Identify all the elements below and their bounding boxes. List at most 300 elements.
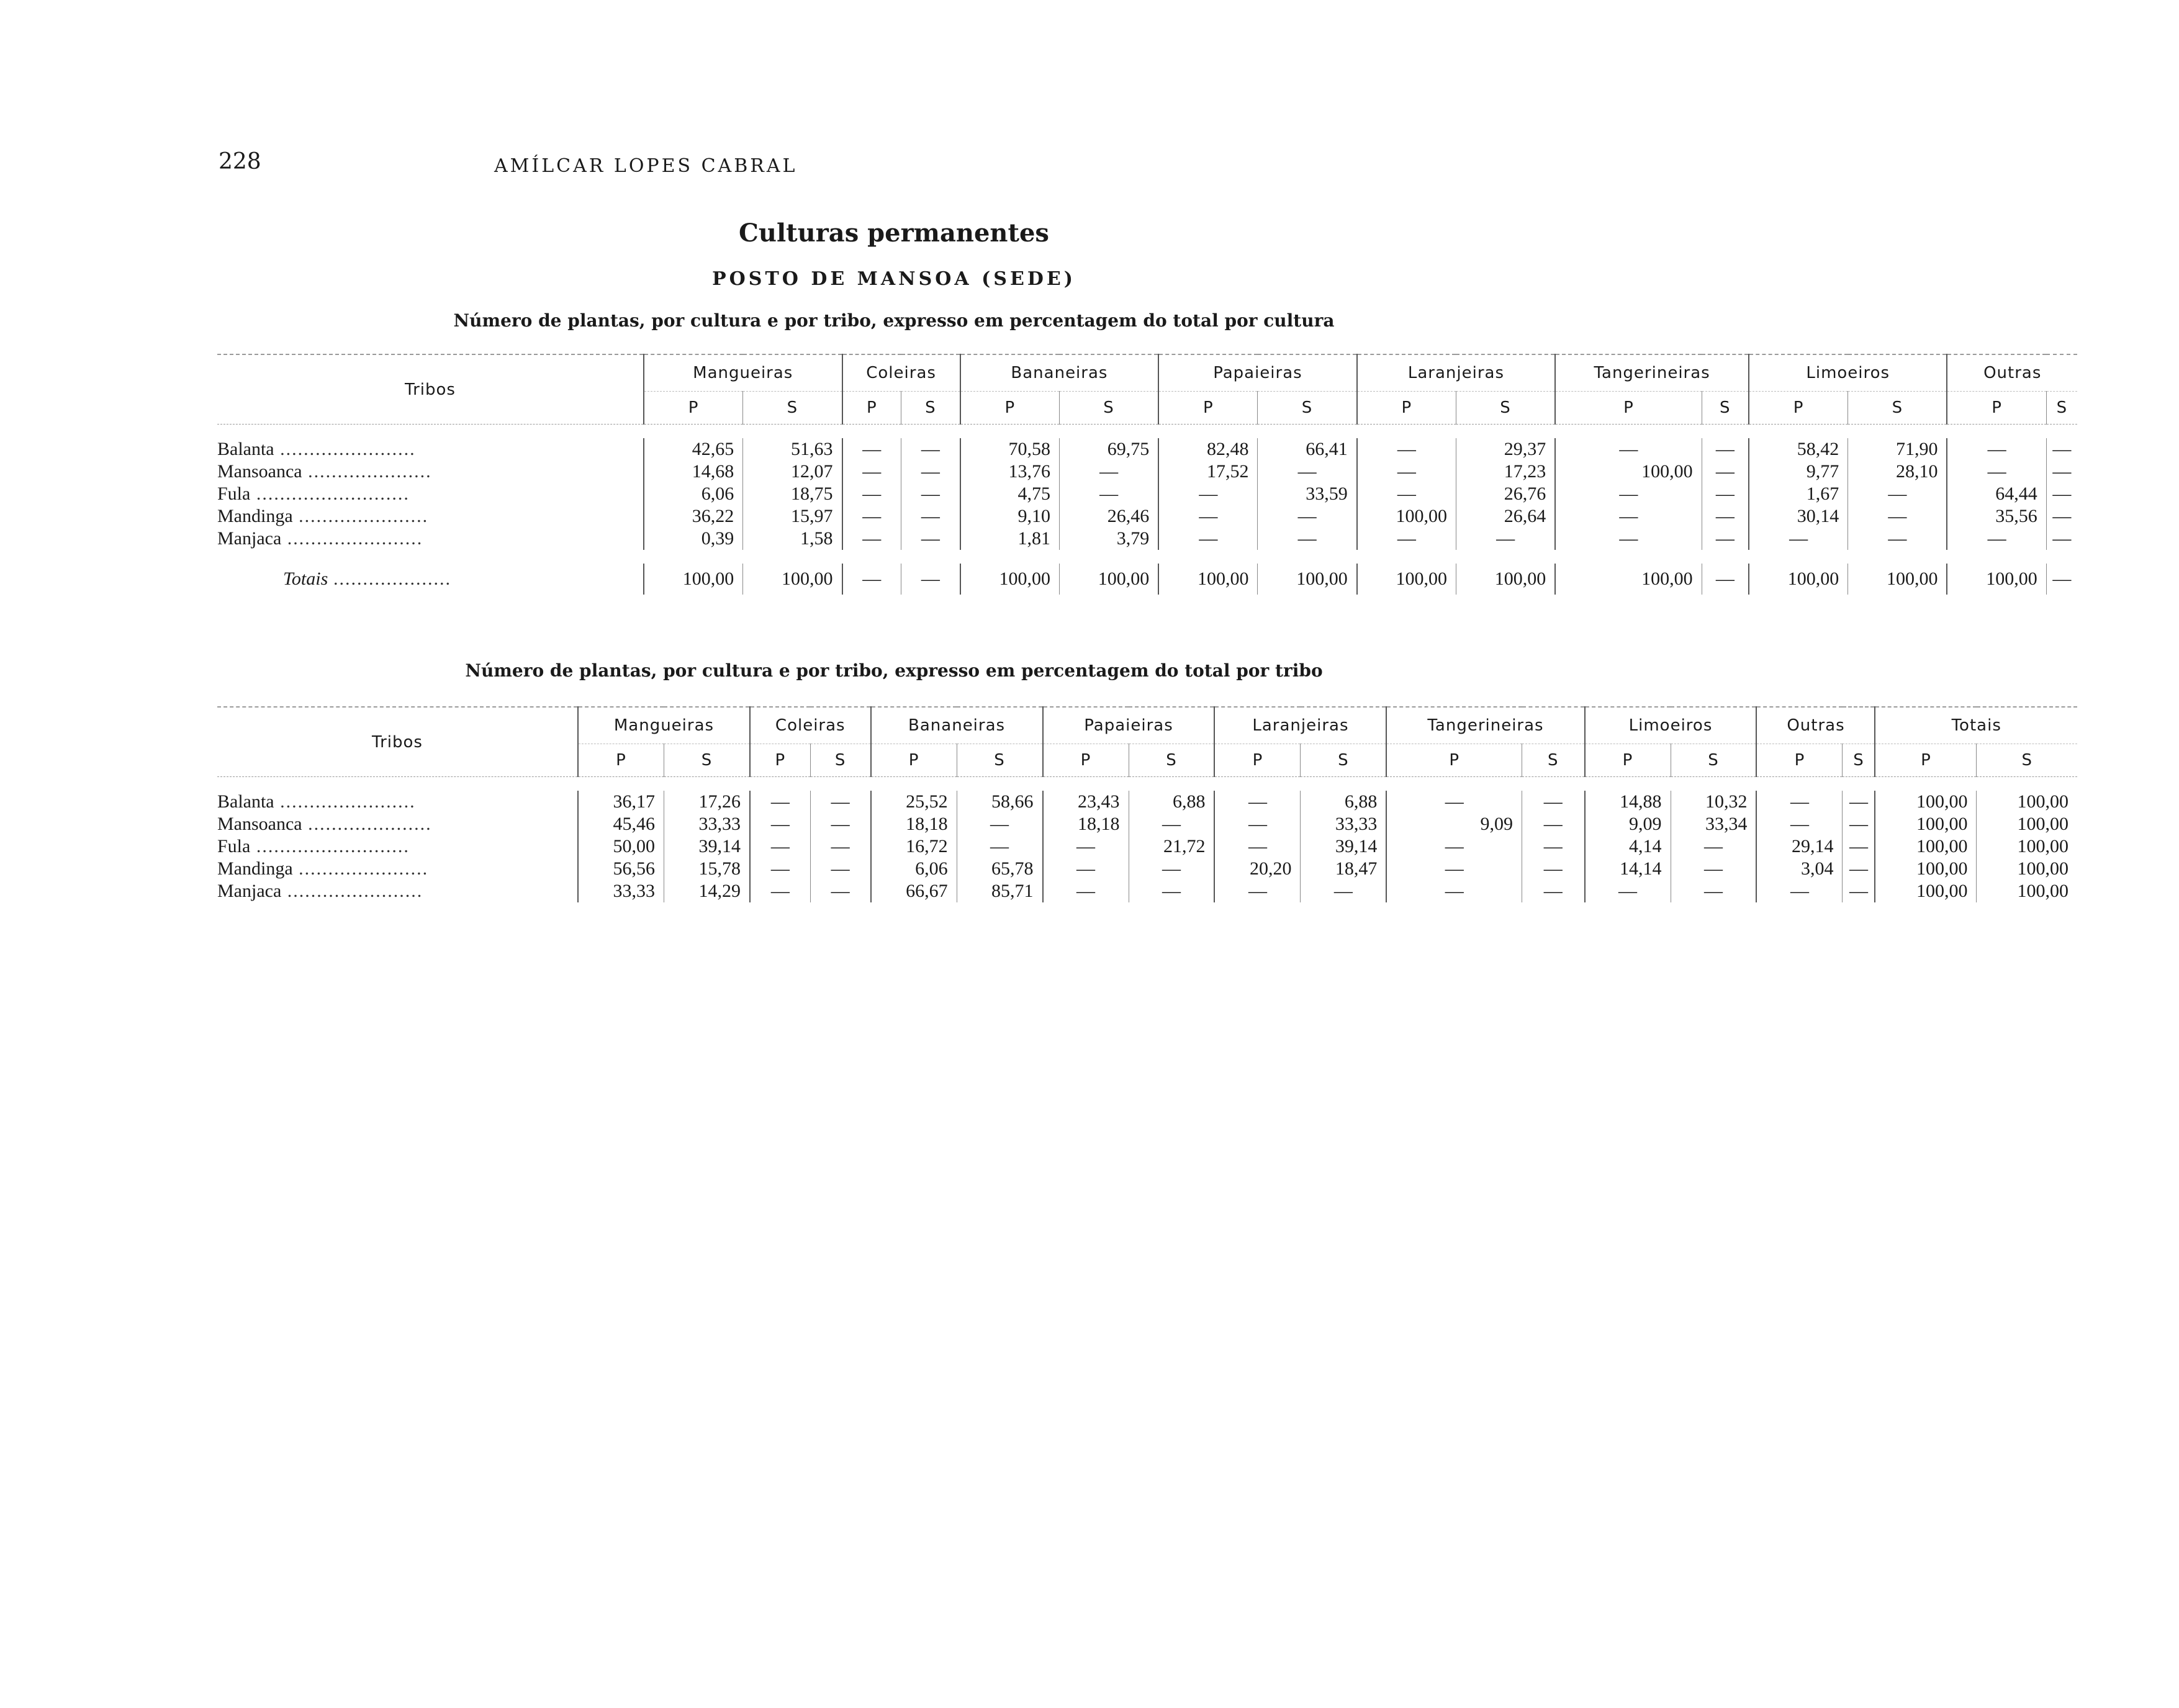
table-percent-by-tribe bbox=[217, 706, 2077, 902]
value-cell: — bbox=[1258, 528, 1357, 550]
value-cell: — bbox=[901, 461, 960, 483]
value-cell: 25,52 bbox=[871, 791, 957, 813]
total-cell: — bbox=[842, 564, 901, 595]
value-cell: — bbox=[1059, 483, 1158, 505]
value-cell: — bbox=[1848, 528, 1947, 550]
value-cell: 71,90 bbox=[1848, 438, 1947, 461]
total-cell: 100,00 bbox=[960, 564, 1060, 595]
tribe-cell bbox=[217, 880, 578, 902]
value-cell: — bbox=[750, 791, 810, 813]
value-cell: — bbox=[2046, 483, 2077, 505]
group-header-laranjeiras: Laranjeiras bbox=[1357, 354, 1556, 392]
value-cell: 14,14 bbox=[1585, 858, 1671, 880]
value-cell: — bbox=[1129, 858, 1214, 880]
value-cell: — bbox=[1555, 438, 1702, 461]
value-cell: 6,06 bbox=[644, 483, 743, 505]
value-cell: — bbox=[1702, 528, 1749, 550]
value-cell: — bbox=[1386, 858, 1522, 880]
value-cell: 10,32 bbox=[1671, 791, 1756, 813]
table1-caption: Número de plantas, por cultura e por tribo, expresso em percentagem do total por cultura bbox=[453, 310, 1335, 331]
value-cell: 100,00 bbox=[1977, 835, 2077, 858]
tribe-name: Manjaca bbox=[217, 881, 282, 901]
value-cell: 26,76 bbox=[1456, 483, 1555, 505]
value-cell: 4,75 bbox=[960, 483, 1060, 505]
value-cell: — bbox=[1043, 880, 1129, 902]
value-cell: 18,75 bbox=[743, 483, 842, 505]
value-cell: — bbox=[1301, 880, 1386, 902]
total-cell: — bbox=[1702, 564, 1749, 595]
sub-header-p: P bbox=[1386, 744, 1522, 777]
tribe-cell bbox=[217, 505, 644, 528]
group-header-tangerineiras: Tangerineiras bbox=[1386, 707, 1584, 744]
value-cell: 36,22 bbox=[644, 505, 743, 528]
value-cell: 14,68 bbox=[644, 461, 743, 483]
leader-dots: .......................... bbox=[250, 836, 410, 856]
value-cell: 65,78 bbox=[957, 858, 1042, 880]
spacer-row bbox=[217, 425, 2077, 439]
value-cell: — bbox=[1702, 483, 1749, 505]
group-header-tangerineiras: Tangerineiras bbox=[1555, 354, 1749, 392]
table-row bbox=[217, 813, 2077, 835]
sub-header-s: S bbox=[1848, 392, 1947, 425]
value-cell: 45,46 bbox=[578, 813, 664, 835]
value-cell: 33,33 bbox=[578, 880, 664, 902]
sub-header-s: S bbox=[743, 392, 842, 425]
value-cell: 28,10 bbox=[1848, 461, 1947, 483]
value-cell: 100,00 bbox=[1977, 858, 2077, 880]
value-cell: 100,00 bbox=[1977, 813, 2077, 835]
value-cell: — bbox=[1043, 835, 1129, 858]
value-cell: — bbox=[1258, 505, 1357, 528]
tribe-name: Manjaca bbox=[217, 528, 282, 549]
table-row bbox=[217, 438, 2077, 461]
value-cell: 18,47 bbox=[1301, 858, 1386, 880]
value-cell: — bbox=[1671, 835, 1756, 858]
total-cell: 100,00 bbox=[644, 564, 743, 595]
total-cell: 100,00 bbox=[1258, 564, 1357, 595]
sub-header-p: P bbox=[1756, 744, 1842, 777]
value-cell: 4,14 bbox=[1585, 835, 1671, 858]
value-cell: — bbox=[1947, 528, 2046, 550]
spacer-cell bbox=[217, 550, 2077, 564]
value-cell: 26,64 bbox=[1456, 505, 1555, 528]
value-cell: 6,06 bbox=[871, 858, 957, 880]
total-cell: 100,00 bbox=[1059, 564, 1158, 595]
value-cell: 17,26 bbox=[664, 791, 749, 813]
value-cell: 9,09 bbox=[1585, 813, 1671, 835]
value-cell: — bbox=[2046, 461, 2077, 483]
value-cell: 64,44 bbox=[1947, 483, 2046, 505]
sub-header-p: P bbox=[1555, 392, 1702, 425]
value-cell: 23,43 bbox=[1043, 791, 1129, 813]
sub-header-s: S bbox=[1671, 744, 1756, 777]
group-header-coleiras: Coleiras bbox=[750, 707, 871, 744]
value-cell: 39,14 bbox=[1301, 835, 1386, 858]
tribe-cell bbox=[217, 813, 578, 835]
tribe-cell bbox=[217, 461, 644, 483]
value-cell: — bbox=[1158, 528, 1258, 550]
value-cell: — bbox=[1357, 528, 1456, 550]
value-cell: — bbox=[901, 505, 960, 528]
spacer-cell bbox=[217, 777, 2077, 791]
value-cell: 14,88 bbox=[1585, 791, 1671, 813]
sub-header-p: P bbox=[578, 744, 664, 777]
value-cell: — bbox=[1671, 880, 1756, 902]
leader-dots: ...................... bbox=[292, 858, 429, 879]
value-cell: — bbox=[1702, 438, 1749, 461]
group-header-limoeiros: Limoeiros bbox=[1749, 354, 1947, 392]
value-cell: 6,88 bbox=[1301, 791, 1386, 813]
value-cell: — bbox=[1756, 791, 1842, 813]
value-cell: — bbox=[1702, 461, 1749, 483]
value-cell: — bbox=[957, 813, 1042, 835]
value-cell: 33,33 bbox=[1301, 813, 1386, 835]
tribe-cell bbox=[217, 438, 644, 461]
value-cell: — bbox=[1843, 835, 1875, 858]
leader-dots: ....................... bbox=[274, 439, 416, 459]
value-cell: 69,75 bbox=[1059, 438, 1158, 461]
value-cell: 21,72 bbox=[1129, 835, 1214, 858]
value-cell: 3,04 bbox=[1756, 858, 1842, 880]
tribe-name: Mansoanca bbox=[217, 814, 302, 834]
tribos-header: Tribos bbox=[217, 707, 578, 777]
value-cell: — bbox=[957, 835, 1042, 858]
spacer-row bbox=[217, 777, 2077, 791]
group-header-limoeiros: Limoeiros bbox=[1585, 707, 1757, 744]
value-cell: — bbox=[810, 813, 870, 835]
sub-header-p: P bbox=[842, 392, 901, 425]
group-header-outras: Outras bbox=[1947, 354, 2077, 392]
value-cell: 51,63 bbox=[743, 438, 842, 461]
sub-header-s: S bbox=[1059, 392, 1158, 425]
total-cell: 100,00 bbox=[1749, 564, 1848, 595]
tribe-cell bbox=[217, 528, 644, 550]
value-cell: — bbox=[1848, 505, 1947, 528]
group-header-mangueiras: Mangueiras bbox=[578, 707, 750, 744]
leader-dots: .......................... bbox=[250, 483, 410, 504]
value-cell: 14,29 bbox=[664, 880, 749, 902]
value-cell: 18,18 bbox=[1043, 813, 1129, 835]
value-cell: — bbox=[750, 813, 810, 835]
table-row bbox=[217, 461, 2077, 483]
group-header-mangueiras: Mangueiras bbox=[644, 354, 842, 392]
value-cell: 33,33 bbox=[664, 813, 749, 835]
table-body bbox=[217, 425, 2077, 595]
value-cell: 9,10 bbox=[960, 505, 1060, 528]
leader-dots: ...................... bbox=[292, 506, 429, 526]
spacer-row bbox=[217, 550, 2077, 564]
value-cell: 36,17 bbox=[578, 791, 664, 813]
value-cell: 50,00 bbox=[578, 835, 664, 858]
value-cell: 70,58 bbox=[960, 438, 1060, 461]
value-cell: 58,66 bbox=[957, 791, 1042, 813]
tribos-header: Tribos bbox=[217, 354, 644, 425]
value-cell: — bbox=[1947, 461, 2046, 483]
leader-dots: ....................... bbox=[281, 528, 423, 549]
total-cell: 100,00 bbox=[1848, 564, 1947, 595]
value-cell: — bbox=[1585, 880, 1671, 902]
total-cell: 100,00 bbox=[1456, 564, 1555, 595]
value-cell: — bbox=[1059, 461, 1158, 483]
table-row bbox=[217, 528, 2077, 550]
group-header-bananeiras: Bananeiras bbox=[871, 707, 1043, 744]
group-header-totais: Totais bbox=[1875, 707, 2077, 744]
value-cell: — bbox=[810, 791, 870, 813]
value-cell: — bbox=[2046, 528, 2077, 550]
value-cell: 100,00 bbox=[1977, 791, 2077, 813]
value-cell: 9,09 bbox=[1386, 813, 1522, 835]
value-cell: — bbox=[1386, 791, 1522, 813]
value-cell: 12,07 bbox=[743, 461, 842, 483]
value-cell: 1,58 bbox=[743, 528, 842, 550]
value-cell: — bbox=[1843, 813, 1875, 835]
value-cell: — bbox=[1357, 461, 1456, 483]
sub-header-s: S bbox=[810, 744, 870, 777]
sub-header-s: S bbox=[1702, 392, 1749, 425]
value-cell: — bbox=[1843, 791, 1875, 813]
group-header-coleiras: Coleiras bbox=[842, 354, 960, 392]
value-cell: — bbox=[1749, 528, 1848, 550]
value-cell: — bbox=[901, 528, 960, 550]
tribe-cell bbox=[217, 483, 644, 505]
value-cell: — bbox=[1522, 791, 1585, 813]
value-cell: 17,52 bbox=[1158, 461, 1258, 483]
value-cell: — bbox=[1158, 505, 1258, 528]
value-cell: 100,00 bbox=[1875, 835, 1977, 858]
group-header-papaieiras: Papaieiras bbox=[1158, 354, 1357, 392]
value-cell: — bbox=[1756, 813, 1842, 835]
value-cell: 29,37 bbox=[1456, 438, 1555, 461]
value-cell: 100,00 bbox=[1875, 858, 1977, 880]
tribe-name: Mandinga bbox=[217, 506, 293, 526]
sub-header-s: S bbox=[1456, 392, 1555, 425]
value-cell: 100,00 bbox=[1875, 880, 1977, 902]
value-cell: 6,88 bbox=[1129, 791, 1214, 813]
value-cell: 100,00 bbox=[1357, 505, 1456, 528]
value-cell: — bbox=[1555, 528, 1702, 550]
tribe-name: Mansoanca bbox=[217, 461, 302, 482]
value-cell: — bbox=[1702, 505, 1749, 528]
value-cell: 9,77 bbox=[1749, 461, 1848, 483]
value-cell: — bbox=[842, 528, 901, 550]
sub-header-p: P bbox=[1158, 392, 1258, 425]
tribe-name: Fula bbox=[217, 483, 251, 504]
value-cell: 56,56 bbox=[578, 858, 664, 880]
value-cell: 15,78 bbox=[664, 858, 749, 880]
sub-header-p: P bbox=[871, 744, 957, 777]
value-cell: — bbox=[1158, 483, 1258, 505]
value-cell: — bbox=[1522, 813, 1585, 835]
sub-header-p: P bbox=[1749, 392, 1848, 425]
value-cell: — bbox=[1671, 858, 1756, 880]
value-cell: — bbox=[1756, 880, 1842, 902]
value-cell: — bbox=[2046, 505, 2077, 528]
page-subtitle: POSTO DE MANSOA (SEDE) bbox=[712, 268, 1076, 290]
value-cell: 1,81 bbox=[960, 528, 1060, 550]
value-cell: — bbox=[1456, 528, 1555, 550]
table-row bbox=[217, 880, 2077, 902]
tribe-cell bbox=[217, 835, 578, 858]
sub-header-p: P bbox=[960, 392, 1060, 425]
value-cell: 66,41 bbox=[1258, 438, 1357, 461]
value-cell: 85,71 bbox=[957, 880, 1042, 902]
value-cell: 0,39 bbox=[644, 528, 743, 550]
value-cell: — bbox=[1043, 858, 1129, 880]
table-header bbox=[217, 707, 2077, 777]
sub-header-s: S bbox=[901, 392, 960, 425]
value-cell: — bbox=[842, 505, 901, 528]
sub-header-s: S bbox=[1258, 392, 1357, 425]
sub-header-p: P bbox=[1585, 744, 1671, 777]
value-cell: — bbox=[750, 880, 810, 902]
total-cell: 100,00 bbox=[1158, 564, 1258, 595]
value-cell: — bbox=[842, 483, 901, 505]
sub-header-p: P bbox=[1947, 392, 2046, 425]
sub-header-p: P bbox=[1214, 744, 1300, 777]
value-cell: — bbox=[1386, 835, 1522, 858]
totals-label-cell bbox=[217, 564, 644, 595]
value-cell: — bbox=[1214, 813, 1300, 835]
value-cell: 35,56 bbox=[1947, 505, 2046, 528]
value-cell: — bbox=[810, 880, 870, 902]
value-cell: — bbox=[901, 438, 960, 461]
value-cell: 18,18 bbox=[871, 813, 957, 835]
value-cell: — bbox=[1214, 791, 1300, 813]
sub-header-s: S bbox=[1843, 744, 1875, 777]
value-cell: — bbox=[1214, 835, 1300, 858]
value-cell: — bbox=[1129, 880, 1214, 902]
totals-label: Totais bbox=[283, 569, 328, 589]
tribe-name: Balanta bbox=[217, 791, 274, 812]
leader-dots: .................... bbox=[328, 569, 452, 589]
table-row bbox=[217, 505, 2077, 528]
value-cell: — bbox=[1848, 483, 1947, 505]
value-cell: — bbox=[750, 858, 810, 880]
value-cell: 33,34 bbox=[1671, 813, 1756, 835]
value-cell: — bbox=[750, 835, 810, 858]
total-cell: 100,00 bbox=[1357, 564, 1456, 595]
value-cell: — bbox=[2046, 438, 2077, 461]
total-cell: — bbox=[2046, 564, 2077, 595]
value-cell: 100,00 bbox=[1977, 880, 2077, 902]
sub-header-s: S bbox=[1522, 744, 1585, 777]
tribe-name: Mandinga bbox=[217, 858, 293, 879]
sub-header-p: P bbox=[1043, 744, 1129, 777]
table-row bbox=[217, 858, 2077, 880]
value-cell: — bbox=[1843, 880, 1875, 902]
page-number: 228 bbox=[219, 149, 261, 174]
value-cell: — bbox=[1357, 438, 1456, 461]
leader-dots: ..................... bbox=[302, 461, 432, 482]
header-row-groups bbox=[217, 354, 2077, 392]
tribe-name: Fula bbox=[217, 836, 251, 856]
sub-header-s: S bbox=[1129, 744, 1214, 777]
value-cell: — bbox=[1555, 483, 1702, 505]
sub-header-s: S bbox=[957, 744, 1042, 777]
sub-header-s: S bbox=[1301, 744, 1386, 777]
value-cell: 100,00 bbox=[1875, 791, 1977, 813]
sub-header-p: P bbox=[1357, 392, 1456, 425]
sub-header-p: P bbox=[1875, 744, 1977, 777]
value-cell: 100,00 bbox=[1555, 461, 1702, 483]
value-cell: — bbox=[1357, 483, 1456, 505]
value-cell: 26,46 bbox=[1059, 505, 1158, 528]
group-header-laranjeiras: Laranjeiras bbox=[1214, 707, 1386, 744]
page-title: Culturas permanentes bbox=[739, 218, 1049, 248]
value-cell: — bbox=[1843, 858, 1875, 880]
value-cell: 42,65 bbox=[644, 438, 743, 461]
value-cell: — bbox=[1522, 835, 1585, 858]
value-cell: — bbox=[1522, 858, 1585, 880]
group-header-bananeiras: Bananeiras bbox=[960, 354, 1159, 392]
value-cell: — bbox=[1555, 505, 1702, 528]
group-header-outras: Outras bbox=[1756, 707, 1875, 744]
total-cell: 100,00 bbox=[1555, 564, 1702, 595]
total-cell: 100,00 bbox=[743, 564, 842, 595]
table-percent-by-culture bbox=[217, 354, 2077, 595]
total-cell: 100,00 bbox=[1947, 564, 2046, 595]
totals-row bbox=[217, 564, 2077, 595]
group-header-papaieiras: Papaieiras bbox=[1043, 707, 1215, 744]
running-title: AMÍLCAR LOPES CABRAL bbox=[494, 155, 798, 177]
value-cell: — bbox=[1129, 813, 1214, 835]
value-cell: 39,14 bbox=[664, 835, 749, 858]
tribe-cell bbox=[217, 858, 578, 880]
table-header bbox=[217, 354, 2077, 425]
value-cell: — bbox=[901, 483, 960, 505]
value-cell: — bbox=[1522, 880, 1585, 902]
value-cell: 13,76 bbox=[960, 461, 1060, 483]
value-cell: 66,67 bbox=[871, 880, 957, 902]
value-cell: — bbox=[1214, 880, 1300, 902]
sub-header-p: P bbox=[644, 392, 743, 425]
value-cell: 30,14 bbox=[1749, 505, 1848, 528]
total-cell: — bbox=[901, 564, 960, 595]
table-row bbox=[217, 835, 2077, 858]
table-row bbox=[217, 483, 2077, 505]
table-row bbox=[217, 791, 2077, 813]
value-cell: 3,79 bbox=[1059, 528, 1158, 550]
value-cell: — bbox=[842, 461, 901, 483]
table2-caption: Número de plantas, por cultura e por tribo, expresso em percentagem do total por tribo bbox=[465, 660, 1323, 681]
value-cell: — bbox=[810, 858, 870, 880]
value-cell: — bbox=[1258, 461, 1357, 483]
value-cell: 29,14 bbox=[1756, 835, 1842, 858]
value-cell: — bbox=[1947, 438, 2046, 461]
tribe-name: Balanta bbox=[217, 439, 274, 459]
value-cell: — bbox=[810, 835, 870, 858]
value-cell: 20,20 bbox=[1214, 858, 1300, 880]
value-cell: 82,48 bbox=[1158, 438, 1258, 461]
value-cell: 1,67 bbox=[1749, 483, 1848, 505]
sub-header-s: S bbox=[664, 744, 749, 777]
value-cell: 33,59 bbox=[1258, 483, 1357, 505]
table-body bbox=[217, 777, 2077, 903]
value-cell: — bbox=[842, 438, 901, 461]
sub-header-s: S bbox=[1977, 744, 2077, 777]
leader-dots: ....................... bbox=[274, 791, 416, 812]
spacer-cell bbox=[217, 425, 2077, 439]
value-cell: 15,97 bbox=[743, 505, 842, 528]
leader-dots: ..................... bbox=[302, 814, 432, 834]
sub-header-p: P bbox=[750, 744, 810, 777]
value-cell: 16,72 bbox=[871, 835, 957, 858]
value-cell: 17,23 bbox=[1456, 461, 1555, 483]
tribe-cell bbox=[217, 791, 578, 813]
value-cell: 58,42 bbox=[1749, 438, 1848, 461]
header-row-groups bbox=[217, 707, 2077, 744]
leader-dots: ....................... bbox=[281, 881, 423, 901]
